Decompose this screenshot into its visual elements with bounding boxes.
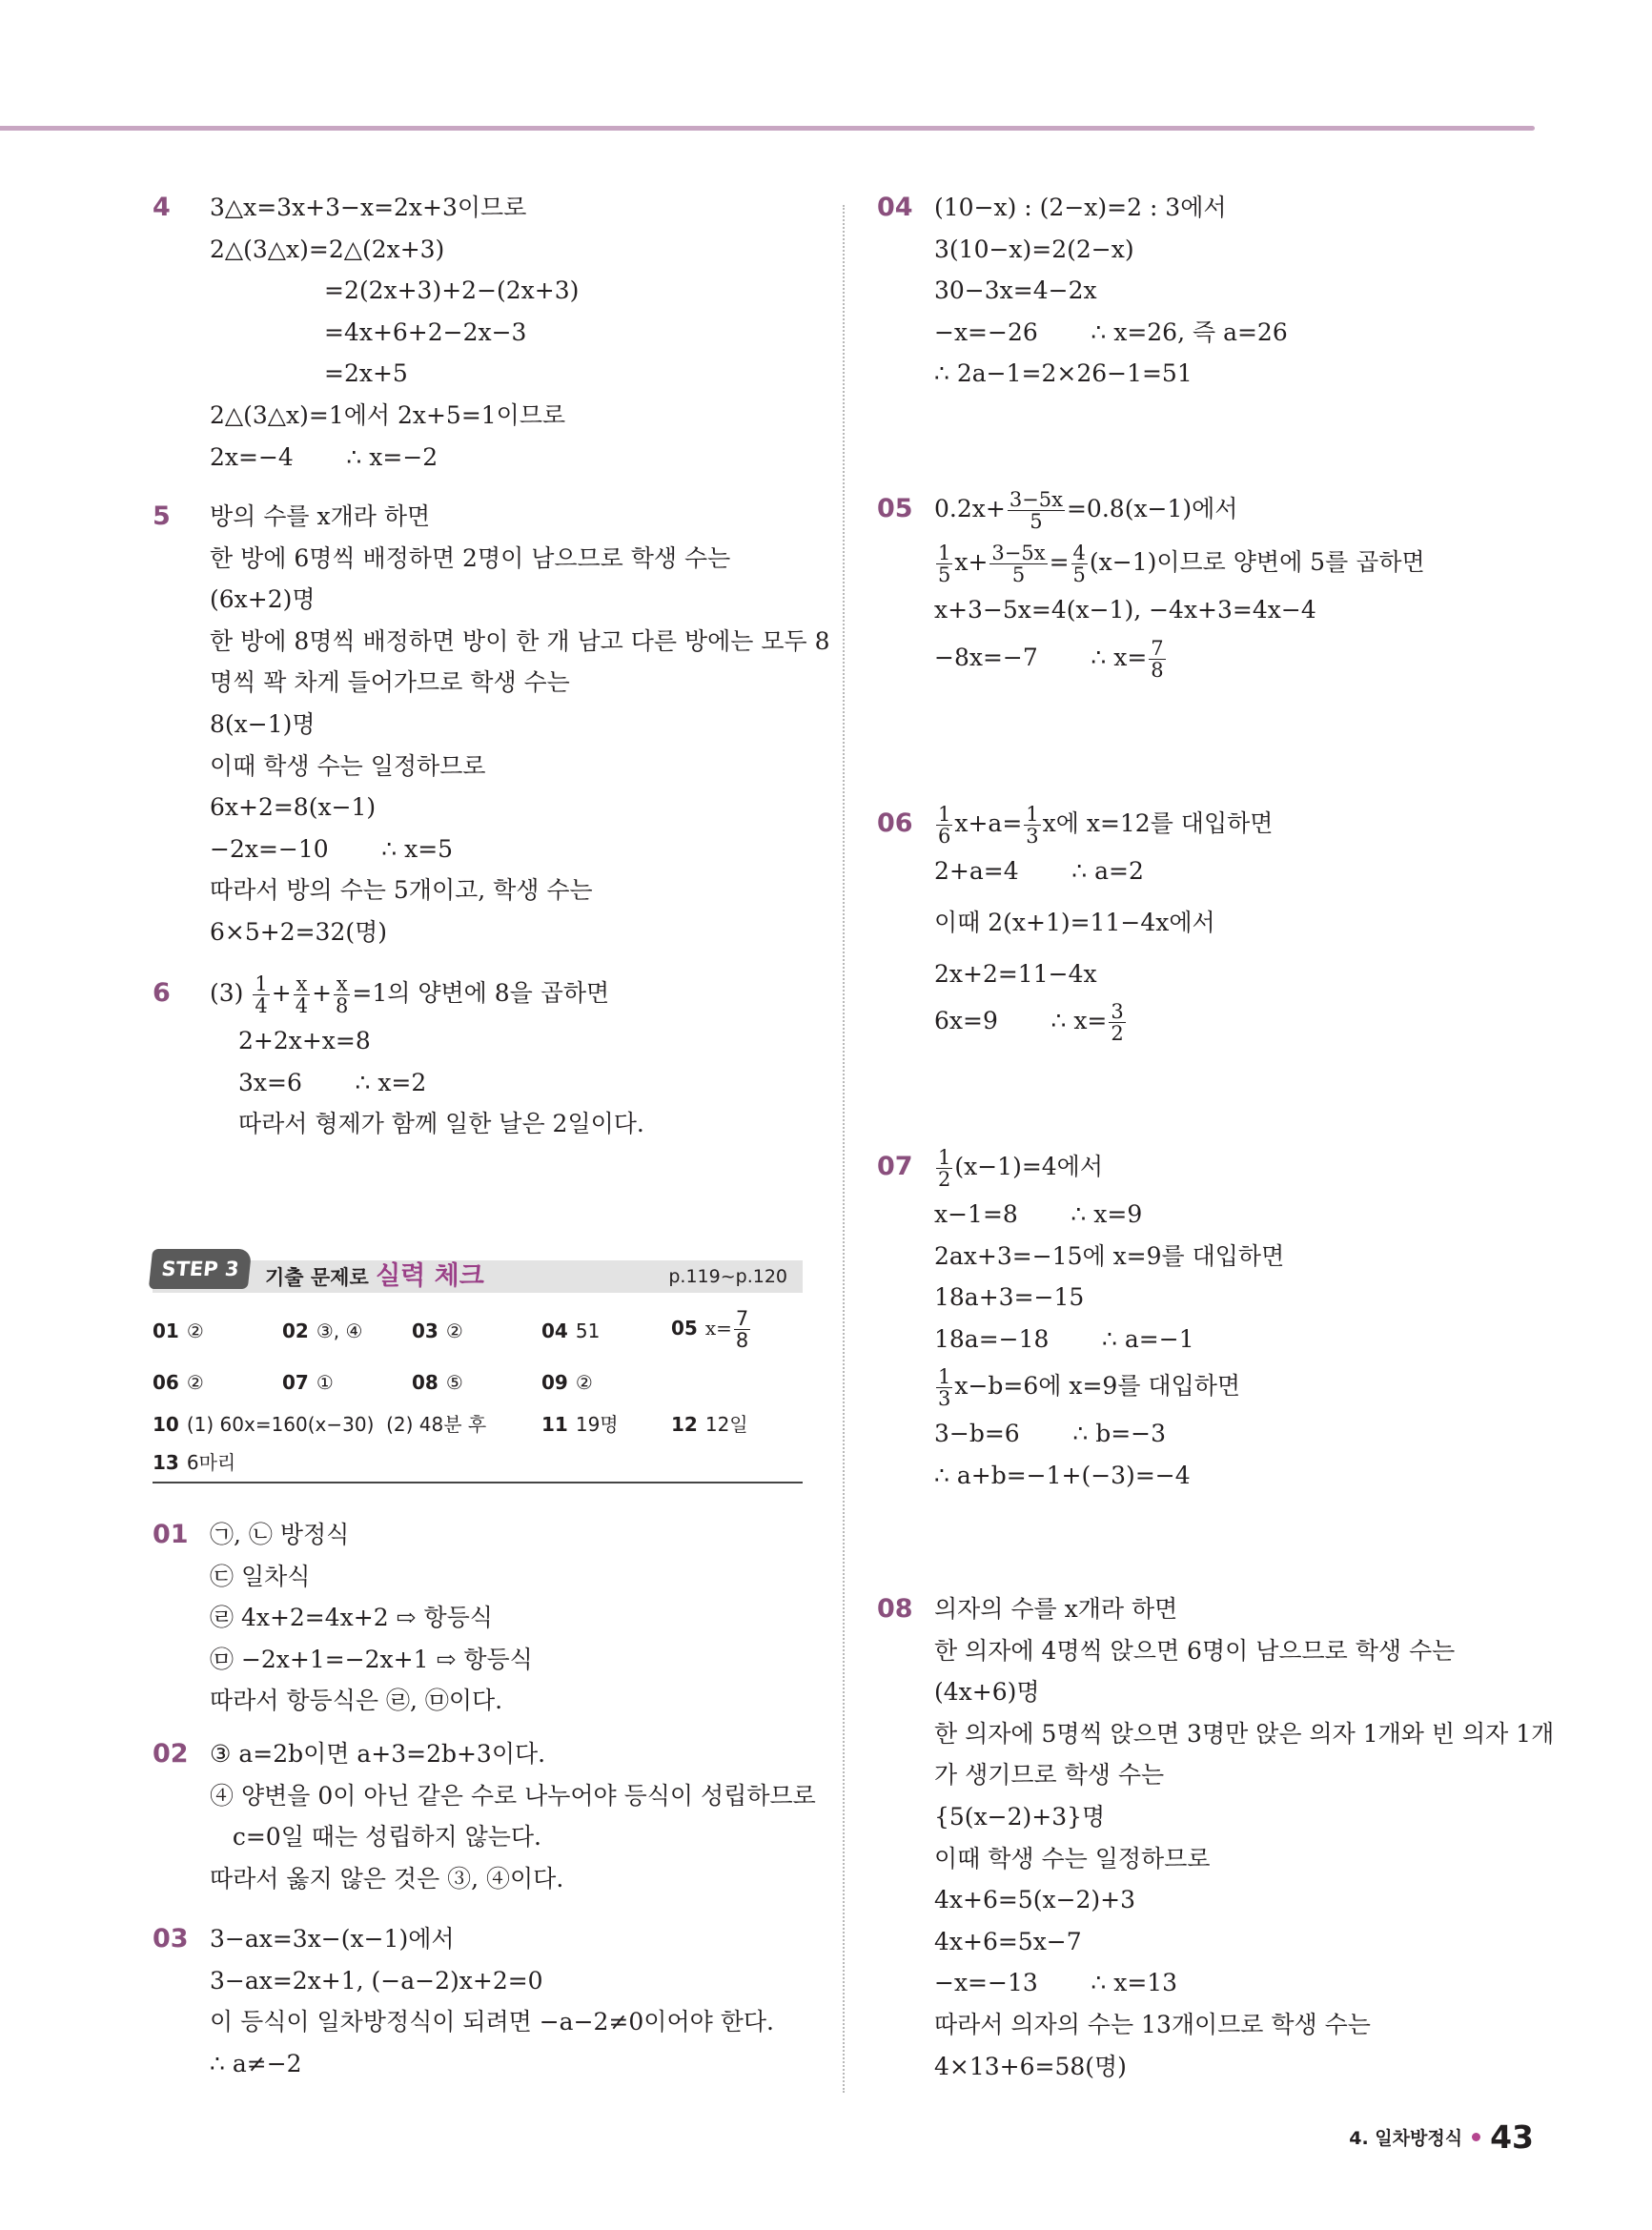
question-number: 04	[877, 193, 913, 222]
solution-line: 3−ax=3x−(x−1)에서	[210, 1925, 455, 1953]
solution-line: =2x+5	[324, 359, 408, 388]
solution-line: ㉠, ㉡ 방정식	[210, 1521, 350, 1548]
fraction: $\frac{1}{3}$	[938, 1365, 951, 1411]
solution-line: 2x+2=11−4x	[934, 959, 1097, 988]
fraction: $\frac{7}{8}$	[735, 1307, 749, 1352]
answer-item: 02 ③, ④	[282, 1320, 363, 1342]
solution-line: 이때 학생 수는 일정하므로	[210, 751, 486, 780]
answer-item: 04 51	[541, 1320, 601, 1342]
question-number: 03	[153, 1924, 189, 1954]
fraction: $\frac{4}{5}$	[1072, 542, 1086, 586]
page-number: 43	[1490, 2118, 1534, 2156]
solution-line: 30−3x=4−2x	[934, 276, 1097, 305]
answer-item: 03 ②	[412, 1320, 463, 1342]
question-number: 08	[877, 1594, 913, 1624]
solution-line: 의자의 수를 x개라 하면	[934, 1595, 1178, 1623]
chapter-title: 4. 일차방정식	[1349, 2128, 1463, 2149]
solution-line: 한 방에 8명씩 배정하면 방이 한 개 남고 다른 방에는 모두 8	[210, 626, 830, 655]
solution-line: 2△(3△x)=2△(2x+3)	[210, 235, 445, 263]
fraction: $\frac{x}{8}$	[336, 972, 349, 1017]
solution-line: {5(x−2)+3}명	[934, 1802, 1106, 1831]
answer-item: 10 (1) 60x=160(x−30) (2) 48분 후	[153, 1413, 487, 1436]
question-number: 01	[153, 1520, 189, 1549]
solution-line: x+3−5x=4(x−1), −4x+3=4x−4	[934, 596, 1316, 624]
answer-item: 07 ①	[282, 1371, 334, 1394]
fraction: $\frac{3-5x}{5}$	[1009, 488, 1063, 533]
page-footer	[1349, 2118, 1534, 2156]
answer-item: 06 ②	[153, 1371, 204, 1394]
problem-number: 5	[153, 501, 171, 531]
fraction: $\frac{3-5x}{5}$	[991, 542, 1046, 586]
solution-line: =4x+6+2−2x−3	[324, 317, 527, 346]
solution-line: −8x=−7 ∴ x= $\frac{7}{8}$	[934, 636, 1164, 682]
answer-item: 08 ⑤	[412, 1371, 463, 1394]
solution-line: ㉣ 4x+2=4x+2 ⇨ 항등식	[210, 1604, 493, 1632]
solution-line: 2ax+3=−15에 x=9를 대입하면	[934, 1241, 1285, 1270]
fraction: $\frac{1}{2}$	[938, 1146, 951, 1191]
solution-line: 3△x=3x+3−x=2x+3이므로	[210, 194, 527, 221]
solution-line: (10−x) : (2−x)=2 : 3에서	[934, 194, 1227, 221]
solution-line: 따라서 형제가 함께 일한 날은 2일이다.	[238, 1110, 644, 1138]
solution-line: ③ a=2b이면 a+3=2b+3이다.	[210, 1740, 546, 1768]
solution-line: 6x+2=8(x−1)	[210, 793, 377, 822]
solution-line: 18a+3=−15	[934, 1283, 1085, 1312]
step3-badge: STEP 3	[149, 1249, 252, 1289]
solution-line: 0.2x+ $\frac{3-5x}{5}$ =0.8(x−1)에서	[934, 488, 1238, 533]
solution-line: 이 등식이 일차방정식이 되려면 −a−2≠0이어야 한다.	[210, 2008, 774, 2036]
fraction: $\frac{1}{4}$	[255, 972, 268, 1017]
solution-line: −2x=−10 ∴ x=5	[210, 834, 454, 863]
question-number: 02	[153, 1739, 189, 1769]
answer-item: 09 ②	[541, 1371, 593, 1394]
answer-item: 12 12일	[671, 1413, 748, 1436]
solution-line: ∴ a+b=−1+(−3)=−4	[934, 1461, 1191, 1489]
solution-line: 따라서 항등식은 ㉣, ㉤이다.	[210, 1687, 503, 1715]
solution-line: ㉢ 일차식	[210, 1562, 311, 1590]
solution-line: 3−b=6 ∴ b=−3	[934, 1420, 1166, 1448]
answer-item: 01 ②	[153, 1320, 204, 1342]
solution-line: 8(x−1)명	[210, 709, 316, 738]
solution-line: $\frac{1}{6}$ x+a= $\frac{1}{3}$ x에 x=12를 대입하면	[938, 803, 1274, 848]
question-number: 06	[877, 808, 913, 838]
problem-number: 6	[153, 978, 171, 1008]
bullet-dot-icon	[1472, 2133, 1480, 2141]
solution-line: $\frac{1}{3}$ x−b=6에 x=9를 대입하면	[938, 1365, 1241, 1411]
solution-line: 18a=−18 ∴ a=−1	[934, 1324, 1194, 1353]
solution-line: −x=−26 ∴ x=26, 즉 a=26	[934, 317, 1288, 346]
solution-line: 가 생기므로 학생 수는	[934, 1761, 1165, 1790]
solution-line: 따라서 방의 수는 5개이고, 학생 수는	[210, 876, 593, 905]
solution-line: 명씩 꽉 차게 들어가므로 학생 수는	[210, 668, 570, 697]
solution-line: 따라서 옳지 않은 것은 ③, ④이다.	[210, 1864, 564, 1892]
solution-line: (3) $\frac{1}{4}$ + $\frac{x}{4}$ + $\frac{x}{8}$ =1의 양변에 8을 곱하면	[210, 972, 610, 1017]
top-accent-bar	[0, 126, 1535, 131]
fraction: $\frac{3}{2}$	[1111, 1000, 1124, 1046]
answer-item: 13 6마리	[153, 1451, 236, 1474]
solution-line: 따라서 의자의 수는 13개이므로 학생 수는	[934, 2010, 1371, 2038]
fraction: $\frac{1}{5}$	[938, 542, 951, 586]
solution-line: ∴ 2a−1=2×26−1=51	[934, 359, 1193, 388]
solution-line: =2(2x+3)+2−(2x+3)	[324, 276, 580, 305]
solution-line: 2△(3△x)=1에서 2x+5=1이므로	[210, 400, 566, 429]
solution-line: 2+2x+x=8	[238, 1027, 371, 1054]
column-divider	[843, 205, 845, 2093]
solution-line: 한 의자에 5명씩 앉으면 3명만 앉은 의자 1개와 빈 의자 1개	[934, 1719, 1555, 1748]
solution-line: x−1=8 ∴ x=9	[934, 1200, 1143, 1228]
fraction: $\frac{x}{4}$	[295, 972, 309, 1017]
solution-line: 방의 수를 x개라 하면	[210, 502, 431, 530]
solution-line: 한 의자에 4명씩 앉으면 6명이 남으므로 학생 수는	[934, 1636, 1456, 1665]
solution-line: 3−ax=2x+1, (−a−2)x+2=0	[210, 1966, 543, 1995]
solution-line: $\frac{1}{2}$ (x−1)=4에서	[938, 1146, 1103, 1191]
answer-item: 05 x= $\frac{7}{8}$	[671, 1307, 749, 1352]
step3-title: 기출 문제로 실력 체크	[265, 1261, 484, 1291]
solution-line: 이때 2(x+1)=11−4x에서	[934, 908, 1215, 936]
solution-line: ㉤ −2x+1=−2x+1 ⇨ 항등식	[210, 1645, 533, 1673]
solution-line: 2x=−4 ∴ x=−2	[210, 442, 438, 471]
solution-line: 6x=9 ∴ x= $\frac{3}{2}$	[934, 1000, 1124, 1046]
solution-line: 6×5+2=32(명)	[210, 917, 388, 946]
question-number: 05	[877, 494, 913, 523]
solution-line: 4×13+6=58(명)	[934, 2052, 1127, 2080]
solution-line: −x=−13 ∴ x=13	[934, 1969, 1178, 1997]
solution-line: 이때 학생 수는 일정하므로	[934, 1844, 1211, 1872]
solution-line: 4x+6=5(x−2)+3	[934, 1886, 1136, 1914]
problem-number: 4	[153, 193, 171, 222]
solution-line: 한 방에 6명씩 배정하면 2명이 남으므로 학생 수는	[210, 543, 731, 572]
question-number: 07	[877, 1152, 913, 1181]
solution-line: 3x=6 ∴ x=2	[238, 1068, 427, 1096]
solution-line: 3(10−x)=2(2−x)	[934, 235, 1134, 263]
solution-line: (6x+2)명	[210, 585, 316, 614]
solution-line: ④ 양변을 0이 아닌 같은 수로 나누어야 등식이 성립하므로	[210, 1781, 816, 1810]
fraction: $\frac{7}{8}$	[1151, 636, 1164, 682]
step3-answer-section	[153, 1249, 803, 1487]
step3-bottom-rule	[153, 1482, 803, 1483]
fraction: $\frac{1}{6}$	[938, 803, 951, 848]
fraction: $\frac{1}{3}$	[1026, 803, 1039, 848]
sub-label: (3)	[210, 979, 252, 1007]
solution-line: 2+a=4 ∴ a=2	[934, 857, 1144, 885]
answer-item: 11 19명	[541, 1413, 619, 1436]
solution-line: c=0일 때는 성립하지 않는다.	[210, 1823, 541, 1852]
solution-line: ∴ a≠−2	[210, 2049, 302, 2077]
solution-line: (4x+6)명	[934, 1678, 1040, 1707]
solution-line: $\frac{1}{5}$ x+ $\frac{3-5x}{5}$ = $\frac{4}{5}$ (x−1)이므로 양변에 5를 곱하면	[938, 542, 1425, 586]
solution-line: 4x+6=5x−7	[934, 1927, 1082, 1955]
step3-page-range: p.119~p.120	[668, 1266, 787, 1287]
